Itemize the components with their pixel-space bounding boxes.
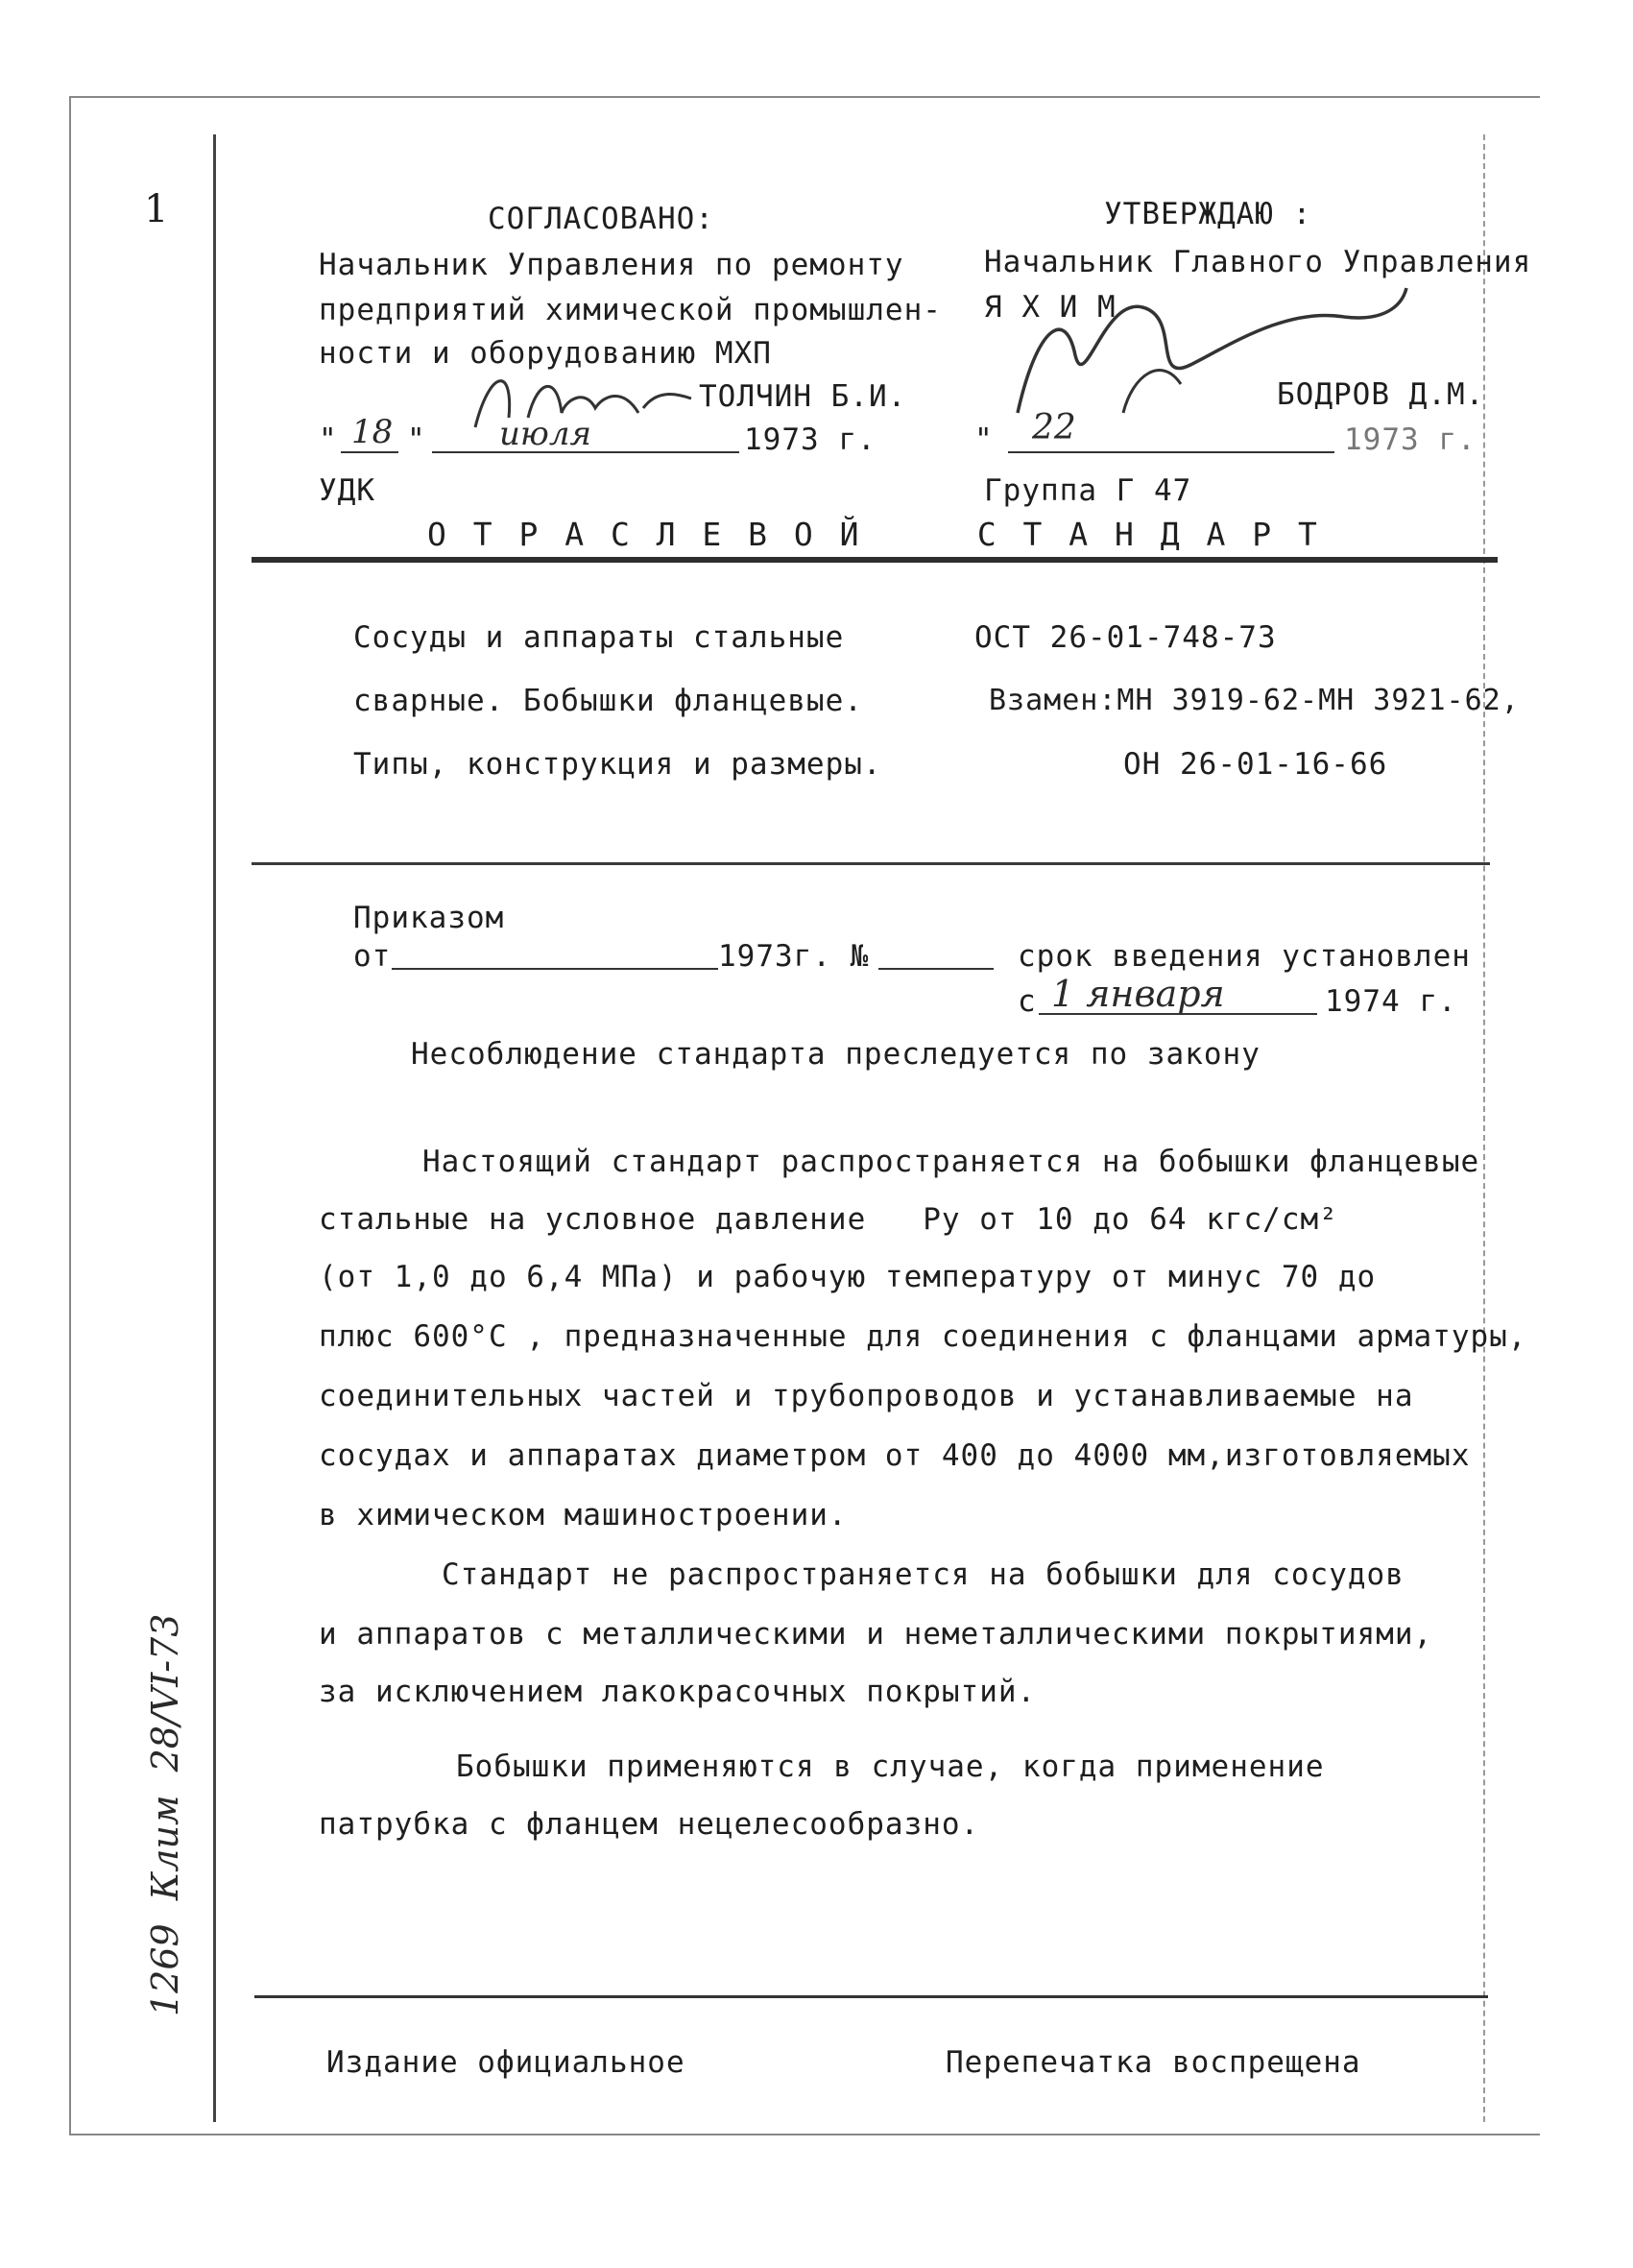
body-line: соединительных частей и трубопроводов и устанавливаемые на — [319, 1379, 1414, 1413]
approval-left-heading: СОГЛАСОВАНО: — [488, 202, 714, 236]
order-from-c: с — [1018, 984, 1037, 1019]
body-line: патрубка с фланцем нецелесообразно. — [319, 1807, 980, 1842]
approval-right-date-year: 1973 г. — [1344, 422, 1477, 457]
page-number: 1 — [144, 187, 169, 231]
subject-line2: сварные. Бобышки фланцевые. — [353, 684, 863, 718]
approval-left-line1: Начальник Управления по ремонту — [319, 248, 904, 282]
approval-right-signatory: БОДРОВ Д.М. — [1277, 377, 1485, 412]
subject-line3: Типы, конструкция и размеры. — [353, 747, 882, 782]
body-line: стальные на условное давление Ру от 10 до 64 кгс/см² — [319, 1202, 1338, 1237]
on-code: ОН 26-01-16-66 — [1123, 747, 1388, 782]
order-deadline: срок введения установлен — [1018, 939, 1471, 974]
approval-left-quote-open: " — [319, 422, 338, 457]
approval-right-heading: УТВЕРЖДАЮ : — [1104, 197, 1312, 231]
law-notice: Несоблюдение стандарта преследуется по закону — [411, 1037, 1261, 1072]
body-line: (от 1,0 до 6,4 МПа) и рабочую температуру от минус 70 до — [319, 1260, 1377, 1294]
order-date-handwritten: 1 января — [1051, 973, 1225, 1015]
body-line: Стандарт не распространяется на бобышки для сосудов — [442, 1557, 1405, 1592]
body-line: в химическом машиностроении. — [319, 1498, 848, 1532]
order-label: Приказом — [353, 901, 505, 935]
approval-right-line1: Начальник Главного Управления — [984, 245, 1532, 279]
body-line: сосудах и аппаратах диаметром от 400 до 4000 мм,изготовляемых — [319, 1438, 1471, 1473]
approval-right-quote: " — [974, 422, 994, 457]
order-from: от — [353, 939, 392, 974]
approval-right-date-day: 22 — [1032, 408, 1076, 447]
body-line: Бобышки применяются в случае, когда применение — [456, 1749, 1325, 1784]
ost-code: ОСТ 26-01-748-73 — [974, 620, 1277, 655]
udk-label: УДК — [319, 473, 375, 508]
footer-rule — [254, 1995, 1488, 1998]
approval-right-line2: Я Х И М — [984, 290, 1117, 325]
approval-left-date-year: 1973 г. — [744, 422, 877, 457]
body-line: за исключением лакокрасочных покрытий. — [319, 1675, 1037, 1709]
approval-left-line3: ности и оборудованию МХП — [319, 336, 772, 371]
title-rule — [252, 557, 1498, 563]
replaces-codes: Взамен:МН 3919-62-МН 3921-62, — [989, 684, 1520, 717]
group-label: Группа Г 47 — [984, 473, 1192, 508]
order-year-number: 1973г. № — [718, 939, 870, 974]
order-year: 1974 г. — [1325, 984, 1457, 1019]
approval-left-date-day: 18 — [351, 413, 394, 451]
margin-note: 1269 Клим 28/VI-73 — [144, 1613, 186, 2016]
approval-left-line2: предприятий химической промышлен- — [319, 293, 942, 327]
approval-left-date-month: июля — [499, 415, 591, 453]
approval-left-quote-close: " — [407, 422, 426, 457]
body-line: и аппаратов с металлическими и неметаллическими покрытиями, — [319, 1617, 1433, 1652]
approval-left-signatory: ТОЛЧИН Б.И. — [699, 379, 907, 414]
standard-title: О Т Р А С Л Е В О Й С Т А Н Д А Р Т — [427, 516, 1321, 553]
subject-line1: Сосуды и аппараты стальные — [353, 620, 845, 655]
footer-edition: Издание официальное — [326, 2045, 685, 2080]
subject-rule — [252, 862, 1490, 865]
body-line: плюс 600°С , предназначенные для соединения с фланцами арматуры, — [319, 1319, 1527, 1354]
footer-reprint: Перепечатка воспрещена — [946, 2045, 1361, 2080]
body-line: Настоящий стандарт распространяется на бобышки фланцевые — [422, 1145, 1480, 1179]
